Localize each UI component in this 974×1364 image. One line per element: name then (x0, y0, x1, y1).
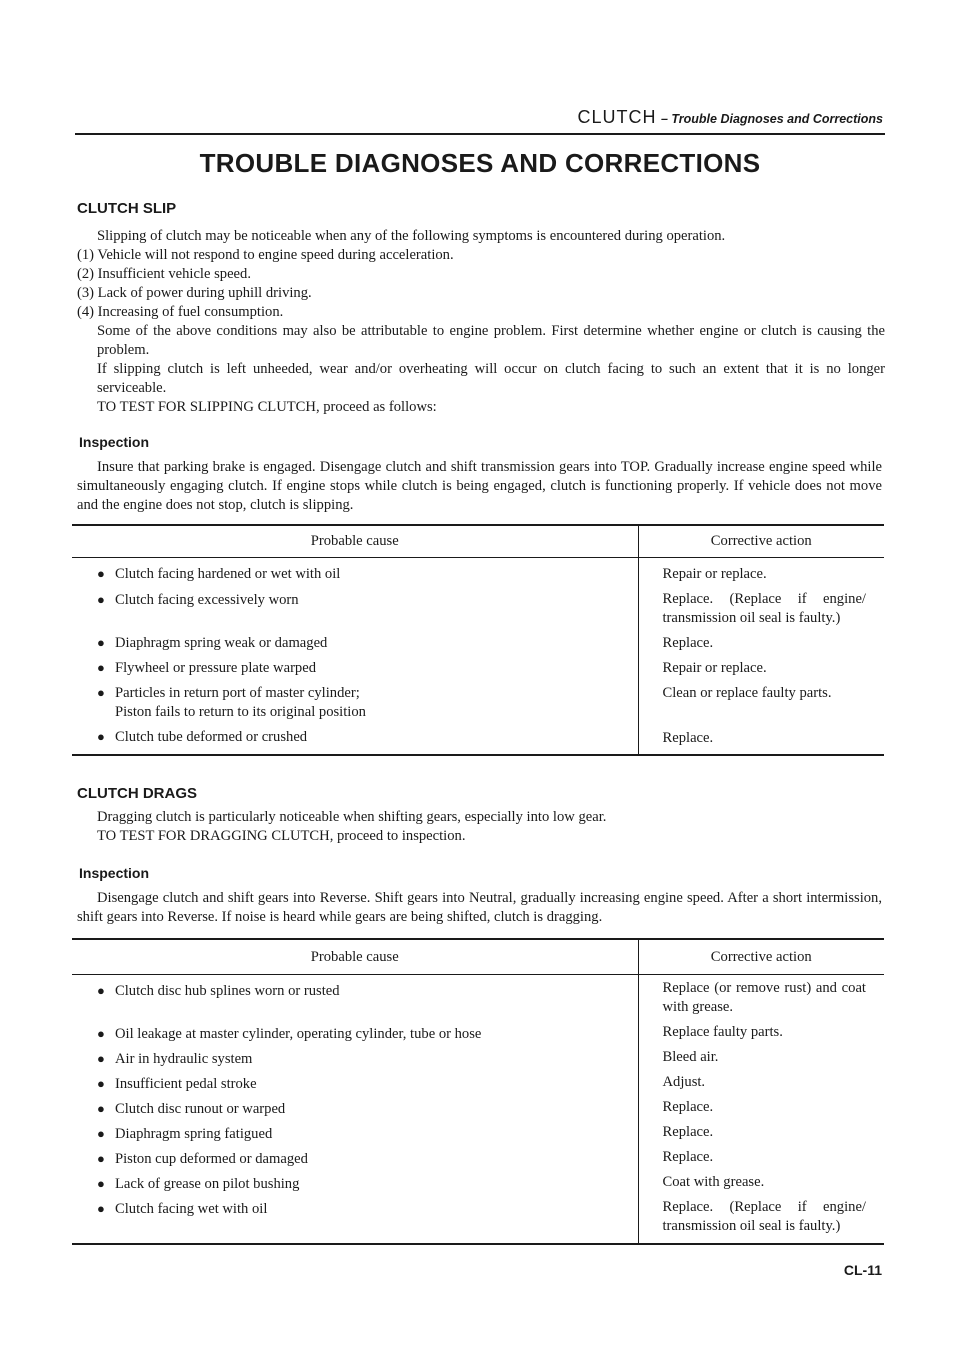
cause-text: Clutch facing hardened or wet with oil (115, 566, 341, 582)
clutch-drags-intro: Dragging clutch is particularly noticeable when shifting gears, especially into low gear. (97, 809, 607, 825)
table-row (72, 653, 884, 678)
clutch-slip-body (77, 227, 885, 417)
action-text: Replace. (662, 1123, 714, 1140)
cause-text: Lack of grease on pilot bushing (115, 1175, 300, 1192)
page-number: CL-11 (843, 1262, 882, 1278)
table-row (72, 1044, 884, 1069)
cause-text: Clutch disc runout or warped (115, 1100, 286, 1117)
bullet-icon: ● (97, 685, 105, 700)
cause-text: Clutch disc hub splines worn or rusted (115, 983, 340, 999)
bullet-icon: ● (97, 592, 105, 607)
cause-text: Air in hydraulic system (115, 1050, 253, 1067)
action-text: Replace. (662, 1148, 714, 1165)
bullet-icon: ● (97, 1125, 105, 1141)
bullet-icon: ● (97, 1025, 105, 1041)
action-text: Replace. (662, 730, 714, 746)
action-text: Replace (or remove rust) and coat with grease. (662, 980, 866, 1015)
action-text: Clean or replace faulty parts. (662, 685, 832, 701)
cause-text: Clutch tube deformed or crushed (115, 729, 308, 745)
header-subtitle: – Trouble Diagnoses and Corrections (660, 112, 883, 126)
drag-inspection-title: Inspection (79, 865, 150, 881)
page-title: TROUBLE DIAGNOSES AND CORRECTIONS (199, 148, 761, 178)
bullet-icon: ● (97, 1175, 105, 1191)
bullet-icon: ● (97, 1100, 105, 1116)
action-text: Coat with grease. (662, 1173, 765, 1190)
slip-inspection-text: Insure that parking brake is engaged. Disengage clutch and shift transmission gears into TOP. Gradually increase engine speed while simultaneously engaging clutch. If engine stops while clutch is being engaged, clutch is functioning properly. If vehicle does not move and the engine does not stop, clutch is slipping. (77, 459, 882, 513)
table-row (72, 722, 884, 755)
clutch-drags-title: CLUTCH DRAGS (77, 785, 197, 802)
action-text: Bleed air. (662, 1048, 719, 1065)
bullet-icon: ● (97, 1200, 105, 1216)
slip-test-line: TO TEST FOR SLIPPING CLUTCH, proceed as follows: (97, 399, 437, 415)
clutch-slip-title: CLUTCH SLIP (77, 200, 177, 217)
running-header (560, 107, 883, 128)
slip-diagnosis-table (72, 524, 884, 756)
action-text: Replace. (Replace if engine/ transmission oil seal is faulty.) (662, 1198, 866, 1234)
table-header-row (72, 939, 884, 975)
col-header-action: Corrective action (638, 525, 884, 558)
header-rule (75, 133, 885, 135)
slip-inspection-title: Inspection (79, 434, 150, 450)
table-header-row (72, 525, 884, 558)
action-text: Adjust. (662, 1073, 706, 1090)
table-row (72, 584, 884, 628)
cause-text: Insufficient pedal stroke (115, 1075, 257, 1092)
col-header-cause: Probable cause (72, 525, 638, 558)
table-row (72, 975, 884, 1019)
symptom-item: (3) Lack of power during uphill driving. (77, 285, 312, 301)
unheeded-paragraph: If slipping clutch is left unheeded, wear and/or overheating will occur on clutch facing to such an extent that it is no longer serviceable. (97, 361, 885, 396)
cause-text: Particles in return port of master cylinder; (115, 685, 360, 701)
engine-problem-paragraph: Some of the above conditions may also be attributable to engine problem. First determine whether engine or clutch is causing the problem. (97, 323, 885, 358)
table-row (72, 1119, 884, 1144)
table-row (72, 1144, 884, 1169)
table-row (72, 1019, 884, 1044)
bullet-icon: ● (97, 1050, 105, 1066)
cause-text: Oil leakage at master cylinder, operating cylinder, tube or hose (115, 1025, 482, 1042)
bullet-icon: ● (97, 1150, 105, 1166)
action-text: Replace. (Replace if engine/ transmission oil seal is faulty.) (662, 591, 866, 626)
symptom-item: (4) Increasing of fuel consumption. (77, 304, 284, 320)
drag-test-line: TO TEST FOR DRAGGING CLUTCH, proceed to inspection. (97, 828, 466, 844)
cause-text: Diaphragm spring weak or damaged (115, 635, 328, 651)
drag-inspection-text: Disengage clutch and shift gears into Reverse. Shift gears into Neutral, gradually increasing engine speed. After a short intermission, shift gears into Reverse. If noise is heard while gears are being shifted, clutch is dragging. (77, 890, 882, 925)
symptom-item: (1) Vehicle will not respond to engine speed during acceleration. (77, 247, 454, 263)
cause-text: Diaphragm spring fatigued (115, 1125, 273, 1142)
col-header-cause: Probable cause (72, 939, 638, 975)
table-row (72, 1169, 884, 1194)
clutch-slip-intro: Slipping of clutch may be noticeable when any of the following symptoms is encountered during operation. (97, 228, 726, 244)
clutch-drags-body (77, 808, 885, 846)
col-header-action: Corrective action (638, 939, 884, 975)
action-text: Repair or replace. (662, 566, 767, 582)
bullet-icon: ● (97, 729, 105, 744)
table-row (72, 1069, 884, 1094)
cause-continuation: Piston fails to return to its original position (115, 704, 366, 720)
action-text: Repair or replace. (662, 660, 767, 676)
table-row (72, 1094, 884, 1119)
symptom-item: (2) Insufficient vehicle speed. (77, 266, 251, 282)
table-row (72, 1194, 884, 1244)
bullet-icon: ● (97, 660, 105, 675)
table-row (72, 558, 884, 585)
bullet-icon: ● (97, 983, 105, 998)
action-text: Replace. (662, 1098, 714, 1115)
bullet-icon: ● (97, 635, 105, 650)
bullet-icon: ● (97, 566, 105, 581)
cause-text: Piston cup deformed or damaged (115, 1150, 308, 1167)
cause-text: Clutch facing wet with oil (115, 1200, 268, 1217)
action-text: Replace. (662, 635, 714, 651)
bullet-icon: ● (97, 1075, 105, 1091)
table-row (72, 628, 884, 653)
drag-diagnosis-table (72, 938, 884, 1245)
cause-text: Clutch facing excessively worn (115, 592, 299, 608)
header-section: CLUTCH (577, 107, 657, 127)
action-text: Replace faulty parts. (662, 1023, 783, 1040)
table-row (72, 678, 884, 722)
cause-text: Flywheel or pressure plate warped (115, 660, 316, 676)
